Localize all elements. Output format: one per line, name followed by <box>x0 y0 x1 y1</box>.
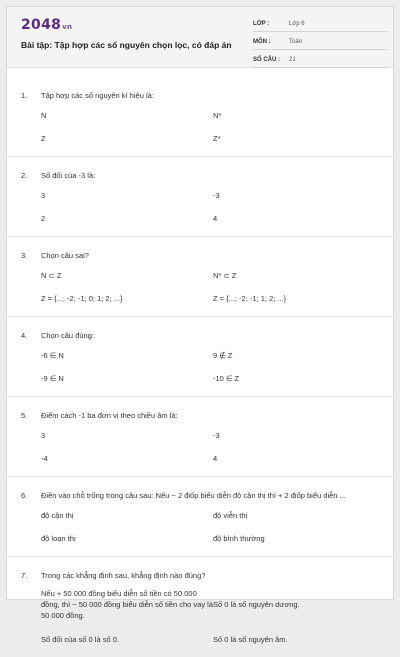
answer-options <box>21 584 379 651</box>
question-item <box>7 326 393 397</box>
answer-option[interactable]: Số đối của số 0 là số 0. <box>41 635 119 644</box>
answer-option[interactable]: độ loạn thị <box>41 534 76 543</box>
question-item <box>7 406 393 477</box>
question-text: Số đối của -3 là: <box>41 170 96 180</box>
question-text: Điểm cách -1 ba đơn vị theo chiều âm là: <box>41 410 178 420</box>
question-header <box>21 166 379 184</box>
answer-option[interactable]: N <box>41 111 47 120</box>
answer-options <box>21 264 379 310</box>
answer-option[interactable]: Nếu + 50 000 đồng biểu diễn số tiền có 50 000 đồng, thì − 50 000 đồng biểu diễn số tiền cho vay là 50 000 đồng. <box>41 589 214 620</box>
question-text: Điền vào chỗ trống trong câu sau: Nếu − 2 điốp biểu diễn độ cận thị thì + 2 điốp biểu diễn ... <box>41 490 346 500</box>
meta-row-class <box>253 17 387 32</box>
answer-option[interactable]: Z = {...; -2; -1; 0; 1; 2; ...} <box>41 294 123 303</box>
answer-options <box>21 344 379 390</box>
question-item <box>7 166 393 237</box>
worksheet-title: Bài tập: Tập hợp các số nguyên chọn lọc, có đáp án <box>21 40 232 50</box>
answer-option[interactable]: Số 0 là số nguyên âm. <box>213 635 288 644</box>
worksheet-header <box>7 7 393 68</box>
answer-option[interactable]: Số 0 là số nguyên dương. <box>213 599 300 609</box>
answer-options <box>21 424 379 470</box>
logo-suffix: vn <box>62 23 73 31</box>
answer-option[interactable]: 3 <box>41 431 46 440</box>
question-text: Chọn câu đúng: <box>41 330 94 340</box>
answer-option[interactable]: độ cận thị <box>41 511 74 520</box>
question-header <box>21 246 379 264</box>
answer-option[interactable]: 3 <box>41 191 46 200</box>
question-header <box>21 86 379 104</box>
meta-key: LỚP : <box>253 21 270 27</box>
answer-option[interactable]: Z* <box>213 134 221 143</box>
answer-option[interactable]: độ bình thường <box>213 534 265 543</box>
answer-option[interactable]: -4 <box>41 454 48 463</box>
question-header <box>21 486 379 504</box>
answer-option[interactable]: N* <box>213 111 222 120</box>
meta-row-count <box>253 53 387 68</box>
answer-option[interactable]: -3 <box>213 191 220 200</box>
answer-option[interactable]: 9 ∉ Z <box>213 351 233 360</box>
question-number: 3. <box>21 250 28 260</box>
question-number: 6. <box>21 490 28 500</box>
question-header <box>21 326 379 344</box>
worksheet-meta <box>253 17 387 71</box>
answer-options <box>21 104 379 150</box>
site-logo[interactable] <box>21 17 72 33</box>
question-item <box>7 566 393 657</box>
answer-option[interactable]: -6 ∈ N <box>41 351 64 360</box>
answer-option[interactable]: -9 ∈ N <box>41 374 64 383</box>
answer-option[interactable]: Z <box>41 134 46 143</box>
question-text: Trong các khẳng định sau, khẳng định nào đúng? <box>41 570 206 580</box>
question-text: Tập hợp các số nguyên kí hiệu là: <box>41 90 154 100</box>
meta-key: SỐ CÂU : <box>253 57 280 63</box>
meta-value: Toán <box>289 39 303 45</box>
question-header <box>21 566 379 584</box>
question-item <box>7 486 393 557</box>
meta-value: 21 <box>289 57 296 63</box>
question-header <box>21 406 379 424</box>
answer-option[interactable]: 4 <box>213 214 218 223</box>
question-number: 5. <box>21 410 28 420</box>
question-item <box>7 246 393 317</box>
answer-options <box>21 504 379 550</box>
meta-value: Lớp 6 <box>289 21 305 27</box>
answer-option[interactable]: N ⊂ Z <box>41 271 62 280</box>
answer-options <box>21 184 379 230</box>
meta-row-subject <box>253 35 387 50</box>
question-text: Chọn câu sai? <box>41 250 89 260</box>
question-item <box>7 86 393 157</box>
answer-option[interactable]: N* ⊂ Z <box>213 271 237 280</box>
question-list <box>7 68 393 657</box>
answer-option[interactable]: 4 <box>213 454 218 463</box>
meta-key: MÔN : <box>253 39 271 45</box>
answer-option[interactable]: -10 ∈ Z <box>213 374 240 383</box>
answer-option[interactable]: 2 <box>41 214 46 223</box>
answer-option[interactable]: độ viễn thị <box>213 511 248 520</box>
answer-option[interactable]: -3 <box>213 431 220 440</box>
question-number: 7. <box>21 570 28 580</box>
question-number: 2. <box>21 170 28 180</box>
question-number: 4. <box>21 330 28 340</box>
worksheet-page <box>6 6 394 644</box>
answer-option[interactable]: Z = {...; -2; -1; 1; 2; ...} <box>213 294 287 303</box>
question-number: 1. <box>21 90 28 100</box>
logo-text: 2048 <box>21 17 62 33</box>
